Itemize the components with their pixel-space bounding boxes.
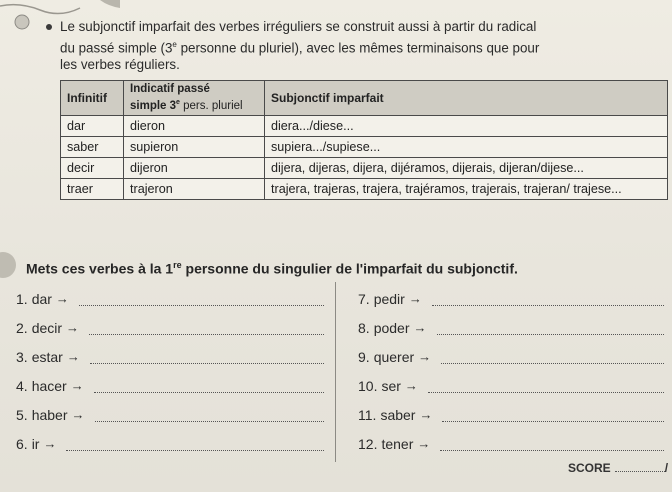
item-verb: poder — [373, 320, 410, 336]
exercise-item — [16, 348, 324, 366]
cell-subjonctif: supiera.../supiese... — [265, 136, 668, 157]
item-number: 10. — [358, 378, 378, 394]
item-verb: pedir — [373, 291, 405, 307]
grammar-rule-paragraph — [60, 18, 660, 74]
arrow-right-icon: → — [43, 436, 57, 451]
item-number: 4. — [16, 378, 28, 394]
arrow-right-icon: → — [71, 407, 85, 422]
header-subjonctif-imparfait: Subjonctif imparfait — [265, 81, 668, 116]
answer-blank[interactable] — [432, 293, 664, 306]
table-row — [61, 136, 668, 157]
item-verb: ir — [31, 436, 40, 452]
cell-subjonctif: dijera, dijeras, dijera, dijéramos, dijerais, dijeran/dijese... — [265, 157, 668, 178]
score-blank[interactable] — [615, 471, 665, 472]
header-infinitif: Infinitif — [61, 81, 124, 116]
cell-infinitif: saber — [61, 136, 124, 157]
item-verb: decir — [31, 320, 63, 336]
exercise-item — [358, 435, 664, 453]
answer-blank[interactable] — [440, 438, 664, 451]
answer-blank[interactable] — [66, 438, 324, 451]
cell-infinitif: dar — [61, 115, 124, 136]
answer-blank[interactable] — [441, 351, 664, 364]
item-number: 6. — [16, 436, 28, 452]
arrow-right-icon: → — [55, 291, 69, 306]
answer-blank[interactable] — [89, 322, 324, 335]
exercise-item — [358, 290, 664, 308]
conjugation-table — [60, 80, 668, 200]
item-verb: dar — [31, 291, 52, 307]
item-number: 11. — [358, 407, 377, 423]
arrow-right-icon: → — [66, 349, 80, 364]
arrow-right-icon: → — [419, 407, 433, 422]
exercise-item — [358, 406, 664, 424]
arrow-right-icon: → — [418, 349, 432, 364]
item-number: 8. — [358, 320, 370, 336]
table-row — [61, 178, 668, 199]
column-divider — [335, 282, 336, 462]
arrow-right-icon: → — [413, 320, 427, 335]
cell-indicatif: dijeron — [124, 157, 265, 178]
arrow-right-icon: → — [417, 436, 431, 451]
answer-blank[interactable] — [442, 409, 664, 422]
table-row — [61, 157, 668, 178]
answer-blank[interactable] — [90, 351, 324, 364]
cell-infinitif: decir — [61, 157, 124, 178]
exercise-item — [16, 377, 324, 395]
answer-blank[interactable] — [79, 293, 324, 306]
item-verb: tener — [381, 436, 414, 452]
exercise-item — [16, 435, 324, 453]
answer-blank[interactable] — [95, 409, 325, 422]
item-verb: hacer — [31, 378, 67, 394]
table-row — [61, 115, 668, 136]
bullet-icon — [46, 24, 52, 30]
cell-indicatif: trajeron — [124, 178, 265, 199]
exercise-item — [16, 290, 324, 308]
item-number: 5. — [16, 407, 28, 423]
table-header-row — [61, 81, 668, 116]
exercise-item — [16, 406, 324, 424]
item-verb: ser — [381, 378, 401, 394]
arrow-right-icon: → — [404, 378, 418, 393]
item-number: 7. — [358, 291, 370, 307]
cell-subjonctif: diera.../diese... — [265, 115, 668, 136]
exercise-number-badge — [0, 252, 16, 278]
cell-indicatif: supieron — [124, 136, 265, 157]
item-verb: querer — [373, 349, 415, 365]
cell-infinitif: traer — [61, 178, 124, 199]
exercise-item — [16, 319, 324, 337]
item-verb: saber — [380, 407, 416, 423]
answer-blank[interactable] — [437, 322, 665, 335]
score-field: SCORE / — [568, 461, 669, 475]
cell-indicatif: dieron — [124, 115, 265, 136]
exercise-item — [358, 377, 664, 395]
arrow-right-icon: → — [408, 291, 422, 306]
arrow-right-icon: → — [66, 320, 80, 335]
item-number: 12. — [358, 436, 378, 452]
item-number: 3. — [16, 349, 28, 365]
answer-blank[interactable] — [94, 380, 324, 393]
cell-subjonctif: trajera, trajeras, trajera, trajéramos, trajerais, trajeran/ trajese... — [265, 178, 668, 199]
item-number: 2. — [16, 320, 28, 336]
exercise-item — [358, 319, 664, 337]
intro-line-3: les verbes réguliers. — [60, 57, 180, 73]
intro-line-2: du passé simple (3e personne du pluriel), avec les mêmes terminaisons que pour — [60, 39, 540, 55]
item-verb: haber — [31, 407, 68, 423]
header-indicatif-passe: Indicatif passé simple 3e pers. pluriel — [124, 81, 265, 116]
item-number: 9. — [358, 349, 370, 365]
exercise-item — [358, 348, 664, 366]
item-number: 1. — [16, 291, 28, 307]
item-verb: estar — [31, 349, 63, 365]
exercise-instruction: Mets ces verbes à la 1re personne du singulier de l'imparfait du subjonctif. — [26, 260, 518, 277]
arrow-right-icon: → — [70, 378, 84, 393]
answer-blank[interactable] — [428, 380, 664, 393]
intro-line-1: Le subjonctif imparfait des verbes irréguliers se construit aussi à partir du radical — [60, 19, 537, 34]
